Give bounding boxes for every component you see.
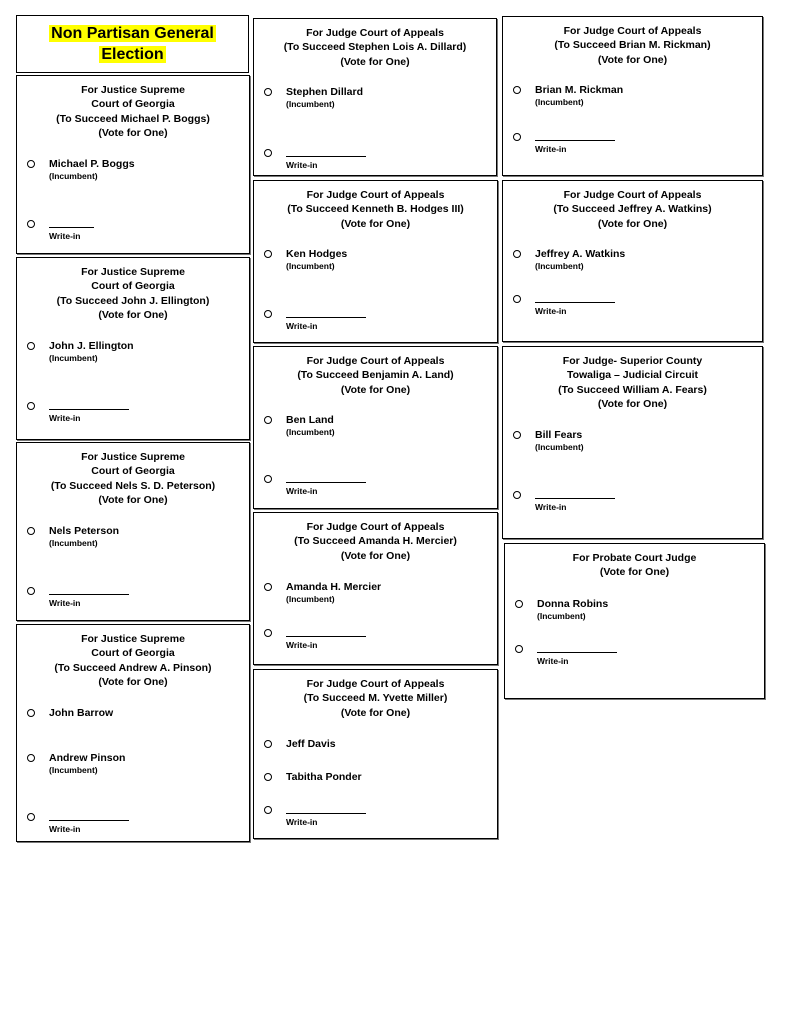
write-in-label: Write-in xyxy=(286,640,318,650)
race-heading: For Judge Court of Appeals (To Succeed Stephen Lois A. Dillard) (Vote for One) xyxy=(283,27,467,68)
write-in-line[interactable] xyxy=(286,636,366,637)
vote-bubble[interactable] xyxy=(515,600,523,608)
candidate-name: Donna Robins xyxy=(537,598,609,610)
incumbent-label: (Incumbent) xyxy=(286,261,335,271)
vote-bubble[interactable] xyxy=(264,583,272,591)
candidate-name: Michael P. Boggs xyxy=(49,158,135,170)
candidate-name: Stephen Dillard xyxy=(286,86,364,98)
write-in-label: Write-in xyxy=(49,824,81,834)
vote-bubble[interactable] xyxy=(264,740,272,748)
write-in-label: Write-in xyxy=(49,413,81,423)
write-in-label: Write-in xyxy=(49,231,81,241)
race-superior-fears xyxy=(502,346,763,539)
vote-bubble[interactable] xyxy=(513,491,521,499)
race-heading: For Judge Court of Appeals (To Succeed Jeffrey A. Watkins) (Vote for One) xyxy=(553,189,712,230)
vote-bubble[interactable] xyxy=(513,86,521,94)
race-justice-boggs xyxy=(16,75,250,254)
race-heading: For Justice Supreme Court of Georgia (To Succeed Andrew A. Pinson) (Vote for One) xyxy=(54,633,212,688)
write-in-label: Write-in xyxy=(537,656,569,666)
race-heading: For Probate Court Judge (Vote for One) xyxy=(572,552,697,579)
candidate-name: Ben Land xyxy=(286,414,334,426)
vote-bubble[interactable] xyxy=(513,431,521,439)
candidate-name: Jeff Davis xyxy=(286,738,336,750)
vote-bubble[interactable] xyxy=(264,773,272,781)
candidate-name: John Barrow xyxy=(49,707,114,719)
ballot-title-box xyxy=(16,15,249,73)
write-in-line[interactable] xyxy=(49,820,129,821)
ballot-title-line2: Election xyxy=(101,46,164,63)
vote-bubble[interactable] xyxy=(513,295,521,303)
write-in-line[interactable] xyxy=(49,409,129,410)
race-justice-peterson xyxy=(16,442,250,621)
race-heading: For Judge- Superior County Towaliga – Judicial Circuit (To Succeed William A. Fears) (Vote for One) xyxy=(558,355,707,410)
candidate-name: Bill Fears xyxy=(535,429,583,441)
write-in-line[interactable] xyxy=(535,140,615,141)
write-in-label: Write-in xyxy=(286,321,318,331)
write-in-line[interactable] xyxy=(286,156,366,157)
race-heading: For Judge Court of Appeals (To Succeed Kenneth B. Hodges III) (Vote for One) xyxy=(287,189,464,230)
incumbent-label: (Incumbent) xyxy=(49,538,98,548)
race-heading: For Judge Court of Appeals (To Succeed M. Yvette Miller) (Vote for One) xyxy=(303,678,448,719)
vote-bubble[interactable] xyxy=(264,475,272,483)
write-in-line[interactable] xyxy=(535,302,615,303)
vote-bubble[interactable] xyxy=(515,645,523,653)
incumbent-label: (Incumbent) xyxy=(537,611,586,621)
vote-bubble[interactable] xyxy=(264,629,272,637)
race-heading: For Justice Supreme Court of Georgia (To Succeed Nels S. D. Peterson) (Vote for One) xyxy=(50,451,216,506)
vote-bubble[interactable] xyxy=(27,160,35,168)
vote-bubble[interactable] xyxy=(27,754,35,762)
race-appeals-land xyxy=(253,346,498,509)
vote-bubble[interactable] xyxy=(264,149,272,157)
candidate-name: Andrew Pinson xyxy=(49,752,126,764)
incumbent-label: (Incumbent) xyxy=(286,427,335,437)
write-in-line[interactable] xyxy=(537,652,617,653)
vote-bubble[interactable] xyxy=(264,88,272,96)
race-appeals-mercier xyxy=(253,512,498,665)
vote-bubble[interactable] xyxy=(513,250,521,258)
write-in-label: Write-in xyxy=(535,306,567,316)
candidate-name: John J. Ellington xyxy=(49,340,134,352)
incumbent-label: (Incumbent) xyxy=(286,99,335,109)
write-in-label: Write-in xyxy=(49,598,81,608)
race-appeals-watkins xyxy=(502,180,763,342)
write-in-line[interactable] xyxy=(286,813,366,814)
candidate-name: Amanda H. Mercier xyxy=(286,581,382,593)
vote-bubble[interactable] xyxy=(264,416,272,424)
write-in-line[interactable] xyxy=(286,317,366,318)
race-appeals-hodges xyxy=(253,180,498,343)
incumbent-label: (Incumbent) xyxy=(535,97,584,107)
race-heading: For Judge Court of Appeals (To Succeed Brian M. Rickman) (Vote for One) xyxy=(554,25,711,66)
candidate-name: Tabitha Ponder xyxy=(286,771,362,783)
race-appeals-miller xyxy=(253,669,498,839)
incumbent-label: (Incumbent) xyxy=(535,442,584,452)
race-appeals-rickman xyxy=(502,16,763,176)
write-in-label: Write-in xyxy=(535,502,567,512)
candidate-name: Brian M. Rickman xyxy=(535,84,624,96)
write-in-label: Write-in xyxy=(535,144,567,154)
vote-bubble[interactable] xyxy=(27,220,35,228)
race-appeals-dillard xyxy=(253,18,497,176)
write-in-label: Write-in xyxy=(286,817,318,827)
race-heading: For Judge Court of Appeals (To Succeed Amanda H. Mercier) (Vote for One) xyxy=(294,521,457,562)
write-in-line[interactable] xyxy=(286,482,366,483)
vote-bubble[interactable] xyxy=(27,709,35,717)
candidate-name: Nels Peterson xyxy=(49,525,120,537)
incumbent-label: (Incumbent) xyxy=(49,765,98,775)
vote-bubble[interactable] xyxy=(513,133,521,141)
vote-bubble[interactable] xyxy=(27,527,35,535)
vote-bubble[interactable] xyxy=(27,587,35,595)
write-in-line[interactable] xyxy=(49,227,94,228)
race-heading: For Justice Supreme Court of Georgia (To Succeed John J. Ellington) (Vote for One) xyxy=(56,266,210,321)
vote-bubble[interactable] xyxy=(264,806,272,814)
race-justice-pinson xyxy=(16,624,250,842)
incumbent-label: (Incumbent) xyxy=(49,353,98,363)
write-in-label: Write-in xyxy=(286,486,318,496)
write-in-line[interactable] xyxy=(535,498,615,499)
incumbent-label: (Incumbent) xyxy=(286,594,335,604)
race-heading: For Justice Supreme Court of Georgia (To Succeed Michael P. Boggs) (Vote for One) xyxy=(56,84,210,139)
race-justice-ellington xyxy=(16,257,250,440)
write-in-line[interactable] xyxy=(49,594,129,595)
ballot-title-line1: Non Partisan General xyxy=(51,25,214,42)
candidate-name: Ken Hodges xyxy=(286,248,348,260)
race-heading: For Judge Court of Appeals (To Succeed Benjamin A. Land) (Vote for One) xyxy=(297,355,454,396)
vote-bubble[interactable] xyxy=(27,402,35,410)
race-probate-judge xyxy=(504,543,765,699)
incumbent-label: (Incumbent) xyxy=(49,171,98,181)
vote-bubble[interactable] xyxy=(264,310,272,318)
incumbent-label: (Incumbent) xyxy=(535,261,584,271)
vote-bubble[interactable] xyxy=(27,342,35,350)
write-in-label: Write-in xyxy=(286,160,318,170)
candidate-name: Jeffrey A. Watkins xyxy=(535,248,626,260)
vote-bubble[interactable] xyxy=(264,250,272,258)
vote-bubble[interactable] xyxy=(27,813,35,821)
